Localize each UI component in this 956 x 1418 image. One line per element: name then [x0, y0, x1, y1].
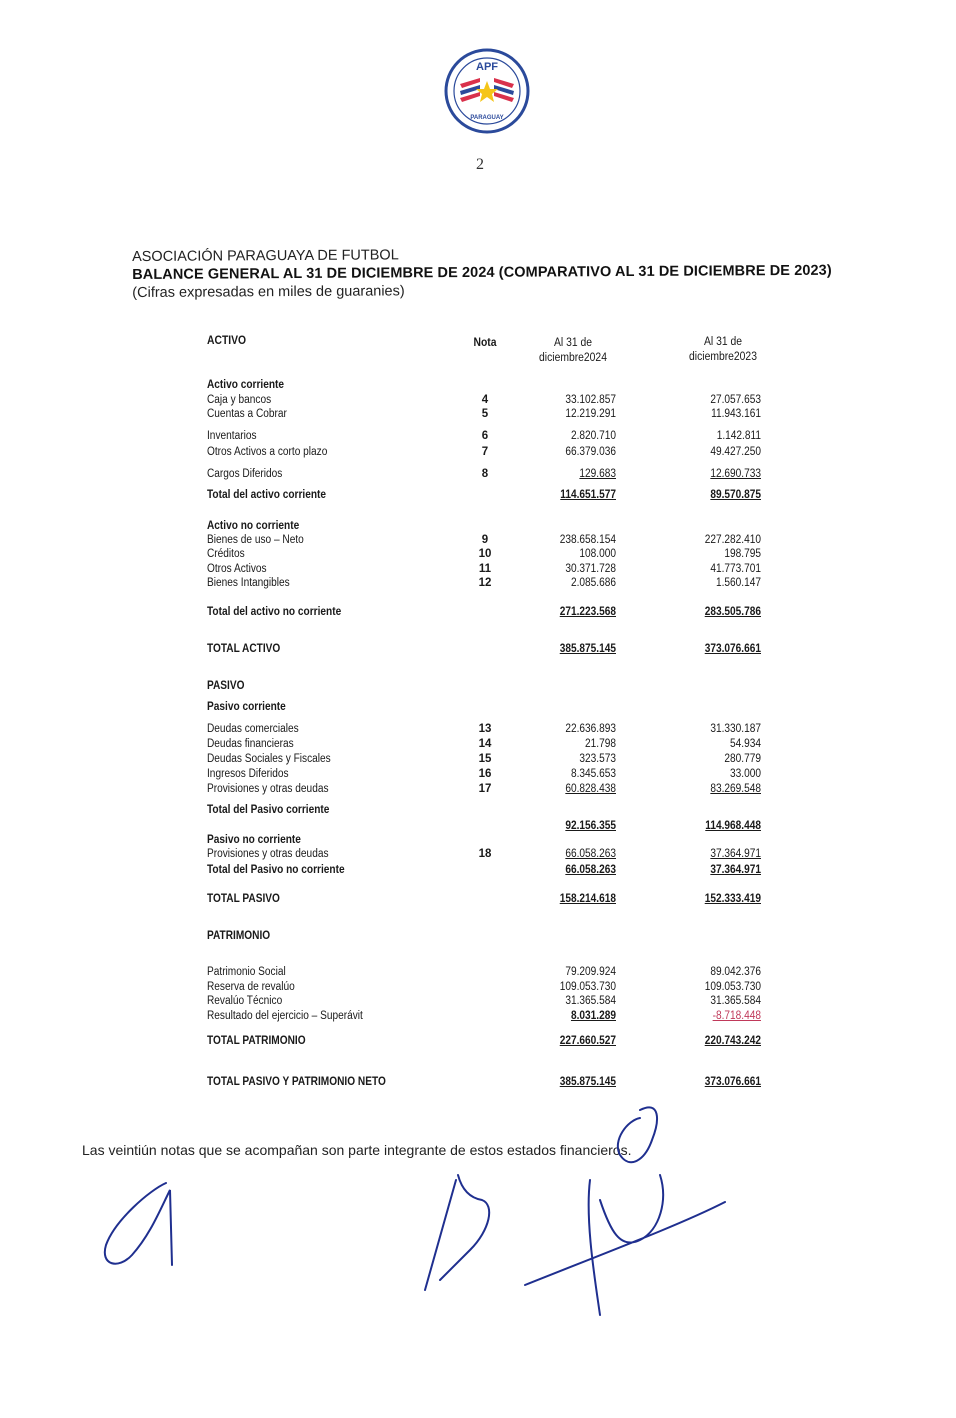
footer-note: Las veintiún notas que se acompañan son parte integrante de estos estados financieros.: [82, 1142, 632, 1158]
table-row: Otros Activos a corto plazo 7 66.379.036 49.427.250: [207, 446, 761, 458]
header-nota: Nota: [473, 337, 497, 349]
org-name: ASOCIACIÓN PARAGUAYA DE FUTBOL: [132, 247, 399, 265]
table-row: TOTAL PASIVO Y PATRIMONIO NETO 385.875.145 373.076.661: [207, 1076, 761, 1088]
table-row: Inventarios 6 2.820.710 1.142.811: [207, 430, 761, 442]
table-row: Deudas Sociales y Fiscales 15 323.573 280.779: [207, 753, 761, 765]
table-row: Ingresos Diferidos 16 8.345.653 33.000: [207, 768, 761, 780]
table-row: TOTAL PASIVO 158.214.618 152.333.419: [207, 893, 761, 905]
signatures: [0, 1080, 956, 1340]
signature-1: [105, 1183, 172, 1265]
header-activo: ACTIVO: [207, 335, 247, 347]
table-row: Activo no corriente: [207, 520, 300, 532]
table-row: Otros Activos 11 30.371.728 41.773.701: [207, 563, 761, 575]
report-subtitle: (Cifras expresadas en miles de guaranies): [132, 283, 405, 301]
table-row: Provisiones y otras deudas 18 66.058.263 37.364.971: [207, 848, 761, 860]
page-number: 2: [476, 156, 484, 173]
table-row: 92.156.355 114.968.448: [565, 820, 761, 832]
table-row: Deudas comerciales 13 22.636.893 31.330.187: [207, 723, 761, 735]
svg-text:APF: APF: [476, 61, 498, 73]
table-row: PASIVO: [207, 680, 245, 692]
header-2023: Al 31 de diciembre2023: [689, 336, 757, 363]
table-row: Créditos 10 108.000 198.795: [207, 548, 761, 560]
table-row: Revalúo Técnico 31.365.584 31.365.584: [207, 995, 761, 1007]
header-2024: Al 31 de diciembre2024: [539, 337, 607, 364]
table-row: Provisiones y otras deudas 17 60.828.438 83.269.548: [207, 783, 761, 795]
table-row: TOTAL ACTIVO 385.875.145 373.076.661: [207, 643, 761, 655]
table-row: Total del activo corriente 114.651.577 89.570.875: [207, 489, 761, 501]
table-row: Bienes Intangibles 12 2.085.686 1.560.147: [207, 577, 761, 589]
table-row: Cargos Diferidos 8 129.683 12.690.733: [207, 468, 761, 480]
table-row: Reserva de revalúo 109.053.730 109.053.730: [207, 981, 761, 993]
table-row: Total del activo no corriente 271.223.568 283.505.786: [207, 606, 761, 618]
table-row: Total del Pasivo no corriente 66.058.263 37.364.971: [207, 864, 761, 876]
table-row: Bienes de uso – Neto 9 238.658.154 227.282.410: [207, 534, 761, 546]
table-row: Cuentas a Cobrar 5 12.219.291 11.943.161: [207, 408, 761, 420]
signature-3: [525, 1107, 725, 1315]
table-row: Patrimonio Social 79.209.924 89.042.376: [207, 966, 761, 978]
table-row: Caja y bancos 4 33.102.857 27.057.653: [207, 394, 761, 406]
table-row: TOTAL PATRIMONIO 227.660.527 220.743.242: [207, 1035, 761, 1047]
table-row: Total del Pasivo corriente: [207, 804, 330, 816]
signature-2: [425, 1175, 489, 1290]
table-row: Activo corriente: [207, 379, 285, 391]
svg-text:PARAGUAY: PARAGUAY: [470, 115, 504, 121]
table-row: Resultado del ejercicio – Superávit 8.031.289 -8.718.448: [207, 1010, 761, 1022]
table-row: Pasivo no corriente: [207, 834, 301, 846]
table-row: PATRIMONIO: [207, 930, 271, 942]
table-row: Pasivo corriente: [207, 701, 286, 713]
report-title: BALANCE GENERAL AL 31 DE DICIEMBRE DE 2024 (COMPARATIVO AL 31 DE DICIEMBRE DE 2023): [132, 262, 832, 283]
table-row: Deudas financieras 14 21.798 54.934: [207, 738, 761, 750]
